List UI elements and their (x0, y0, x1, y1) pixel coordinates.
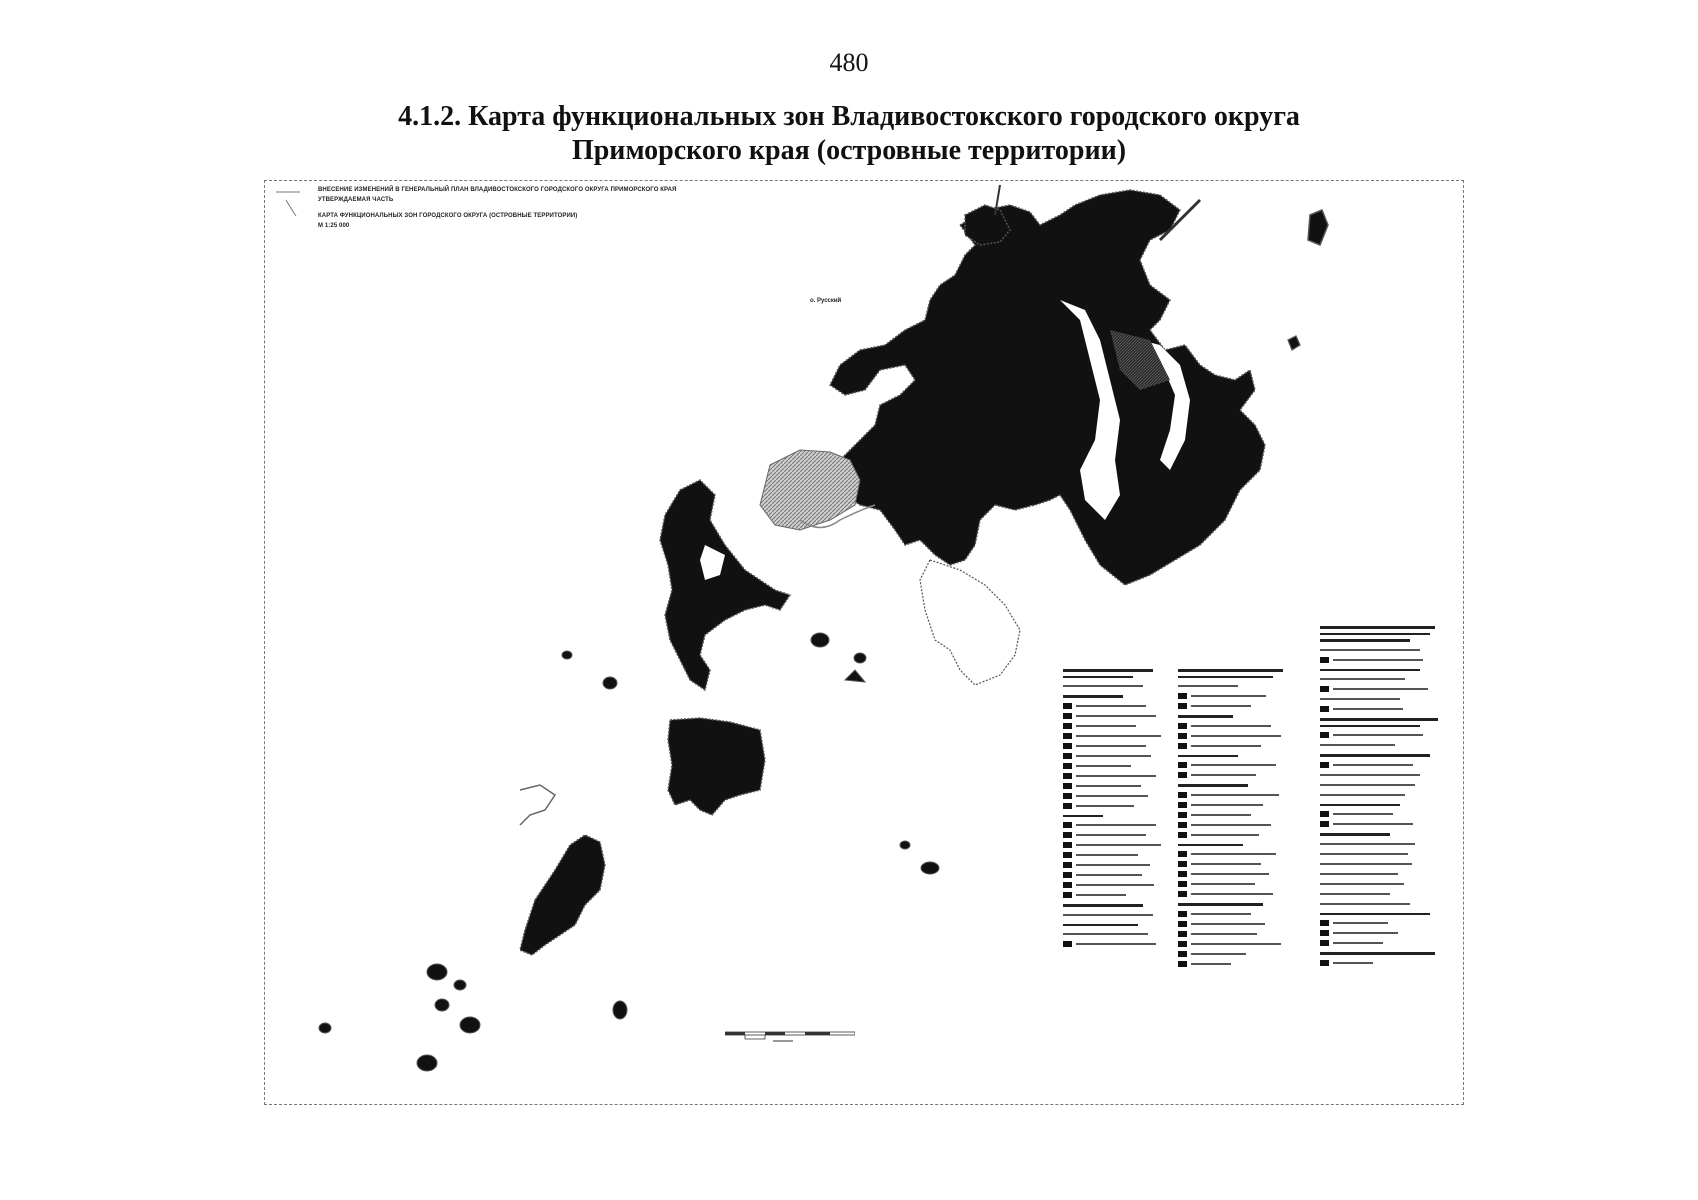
northeast-islet (1308, 210, 1328, 245)
legend-column-3 (1320, 622, 1448, 968)
russky-island (815, 190, 1265, 590)
legend-column-1 (1063, 665, 1175, 949)
reyneke-island (668, 718, 765, 815)
map-header-line-1: ВНЕСЕНИЕ ИЗМЕНЕНИЙ В ГЕНЕРАЛЬНЫЙ ПЛАН ВЛАДИВОСТОКСКОГО ГОРОДСКОГО ОКРУГА ПРИМОРСКОГО КРАЯ (318, 187, 677, 193)
island-label-russky: о. Русский (810, 298, 842, 304)
scale-bar (725, 1030, 855, 1044)
west-arc-islet (520, 785, 555, 825)
page-number: 480 (829, 48, 869, 77)
document-title-line-2: Приморского края (островные территории) (571, 135, 1127, 166)
map-header-line-2: УТВЕРЖДАЕМАЯ ЧАСТЬ (318, 197, 394, 203)
small-islets (319, 633, 939, 1071)
rikorda-island (520, 835, 605, 955)
map-header-line-3: КАРТА ФУНКЦИОНАЛЬНЫХ ЗОН ГОРОДСКОГО ОКРУГА (ОСТРОВНЫЕ ТЕРРИТОРИИ) (318, 213, 578, 219)
map-sheet-header (318, 185, 676, 231)
corner-mark-icon (276, 192, 300, 216)
legend-column-2 (1178, 665, 1303, 969)
document-title-line-1: 4.1.2. Карта функциональных зон Владивостокского городского округа (398, 101, 1300, 132)
south-peninsula-outline (920, 560, 1020, 685)
east-islet (1288, 336, 1300, 350)
map-scale: М 1:25 000 (318, 223, 350, 229)
